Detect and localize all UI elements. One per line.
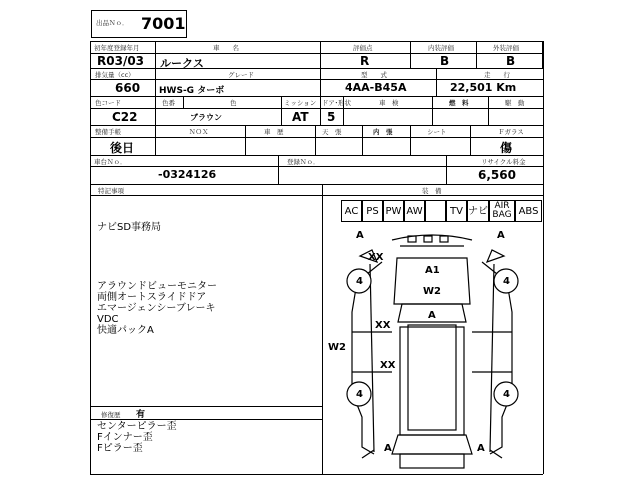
note-middle-2: 両側オートスライドドア bbox=[97, 292, 207, 303]
chassis-label: 車台Ｎｏ． bbox=[94, 158, 127, 166]
note-middle-1: アラウンドビューモニター bbox=[97, 281, 217, 292]
model-value: 4AA-B45A bbox=[345, 81, 407, 94]
displacement-label: 排気量（cc） bbox=[95, 71, 135, 79]
mark-w2-hood: W2 bbox=[423, 286, 441, 297]
equip-ac: AC bbox=[341, 200, 362, 222]
equip-abs: ABS bbox=[515, 200, 542, 222]
color-no-label: 色番 bbox=[162, 99, 175, 107]
equip-ps: PS bbox=[362, 200, 383, 222]
doors-value: 5 bbox=[327, 110, 336, 124]
mileage-value: 22,501 Km bbox=[450, 81, 517, 94]
equip-navi: ナビ bbox=[467, 200, 489, 222]
mark-front-right: A bbox=[497, 230, 505, 241]
repair-note-3: Fピラー歪 bbox=[97, 443, 143, 454]
mark-xx-front: XX bbox=[368, 252, 384, 263]
mark-xx-left1: XX bbox=[375, 320, 391, 331]
recycle-label: リサイクル料金 bbox=[481, 158, 526, 166]
interior-label: 内装評価 bbox=[428, 44, 454, 52]
mark-rear-left: A bbox=[384, 443, 392, 454]
interior2-label: 内 張 bbox=[373, 128, 393, 136]
mark-xx-left2: XX bbox=[380, 360, 396, 371]
car-diagram bbox=[322, 222, 543, 474]
mark-front-left: A bbox=[356, 230, 364, 241]
equip-pw: PW bbox=[383, 200, 404, 222]
equip-blank bbox=[425, 200, 446, 222]
mark-wheel-fr: 4 bbox=[503, 276, 510, 287]
reg-no-label: 登録Ｎｏ． bbox=[287, 158, 320, 166]
repair-note-2: Fインナー歪 bbox=[97, 432, 153, 443]
notes-label: 特記事項 bbox=[98, 187, 124, 195]
mark-w2-side: W2 bbox=[328, 342, 346, 353]
drive-label: 駆 動 bbox=[505, 99, 525, 107]
mark-a1: A1 bbox=[425, 265, 440, 276]
grade-label: グレード bbox=[228, 71, 254, 79]
mark-wheel-fl: 4 bbox=[356, 276, 363, 287]
equip-aw: AW bbox=[404, 200, 425, 222]
lot-number-label: 出品Ｎｏ． bbox=[96, 19, 129, 27]
repair-note-1: センターピラー歪 bbox=[97, 421, 177, 432]
mission-value: AT bbox=[292, 110, 309, 124]
score-label: 評価点 bbox=[353, 44, 373, 52]
repair-label: 修復歴 bbox=[101, 411, 121, 419]
doors-label: ドア･形状 bbox=[322, 99, 352, 107]
manual-value: 後日 bbox=[110, 141, 135, 155]
score-box bbox=[320, 41, 543, 69]
model-box bbox=[320, 68, 437, 97]
first-reg-label: 初年度登録年月 bbox=[94, 44, 140, 52]
fglass-value: 傷 bbox=[500, 141, 513, 155]
color-label: 色 bbox=[230, 99, 237, 107]
repair-value: 有 bbox=[136, 410, 146, 420]
interior-value: B bbox=[440, 54, 450, 68]
manual-label: 整備手帳 bbox=[95, 128, 121, 136]
lot-number: 7001 bbox=[141, 14, 186, 33]
note-middle-5: 快適パックA bbox=[97, 325, 154, 336]
equip-airbag: AIR BAG bbox=[489, 200, 515, 222]
seat-label: シート bbox=[427, 128, 447, 136]
displacement-value: 660 bbox=[115, 81, 141, 95]
color-value: ブラウン bbox=[190, 113, 222, 122]
fuel-label: 燃 料 bbox=[449, 99, 469, 107]
equip-tv: TV bbox=[446, 200, 467, 222]
note-top: ナビSD事務局 bbox=[97, 222, 162, 233]
exterior-label: 外装評価 bbox=[493, 44, 519, 52]
note-middle-3: エマージェンシーブレーキ bbox=[97, 303, 216, 314]
mark-a-windshield: A bbox=[428, 310, 436, 321]
nox-label: ＮＯＸ bbox=[189, 128, 209, 136]
first-reg-value: R03/03 bbox=[97, 54, 145, 68]
mark-wheel-rl: 4 bbox=[356, 389, 363, 400]
car-name-value: ルークス bbox=[160, 57, 204, 70]
model-label: 型 式 bbox=[361, 71, 387, 79]
exterior-value: B bbox=[506, 54, 516, 68]
recycle-value: 6,560 bbox=[478, 168, 516, 182]
color-code-label: 色コード bbox=[95, 99, 121, 107]
car-name-label: 車 名 bbox=[213, 44, 239, 52]
chassis-value: -0324126 bbox=[158, 168, 217, 181]
fglass-label: Ｆガラス bbox=[498, 128, 524, 136]
color-code-value: C22 bbox=[112, 110, 138, 124]
mark-wheel-rr: 4 bbox=[503, 389, 510, 400]
equipment-label: 装 備 bbox=[422, 187, 442, 195]
mark-rear-right: A bbox=[477, 443, 485, 454]
mission-label: ミッション bbox=[284, 99, 317, 107]
inspection-label: 車 検 bbox=[379, 99, 399, 107]
mileage-label: 走 行 bbox=[484, 71, 510, 79]
score-value: R bbox=[360, 54, 370, 68]
note-middle-4: VDC bbox=[97, 314, 119, 325]
history-label: 車 歴 bbox=[264, 128, 284, 136]
sunroof-label: 天 張 bbox=[322, 128, 342, 136]
grade-value: HWS-G ターボ bbox=[159, 86, 225, 96]
